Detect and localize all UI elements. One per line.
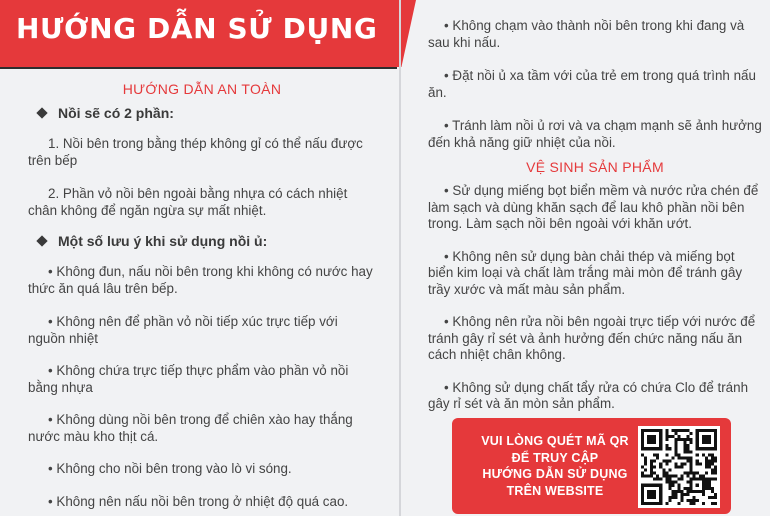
note-item: • Không nên để phần vỏ nồi tiếp xúc trực tiếp với nguồn nhiệt	[28, 314, 338, 346]
right-column	[428, 18, 762, 413]
qr-line: ĐỂ TRUY CẬP	[511, 450, 599, 465]
qr-line: TRÊN WEBSITE	[506, 483, 604, 498]
qr-code-graphic	[641, 429, 717, 505]
safety-title: HƯỚNG DẪN AN TOÀN	[122, 81, 282, 97]
left-column	[28, 80, 376, 510]
note-item: • Không đun, nấu nồi bên trong khi không có nước hay thức ăn quá lâu trên bếp.	[28, 264, 373, 296]
fold-divider	[399, 0, 401, 516]
note-item: • Không cho nồi bên trong vào lò vi sóng.	[48, 461, 292, 476]
parts-heading	[28, 104, 376, 122]
note-item: • Đặt nồi ủ xa tầm với của trẻ em trong quá trình nấu ăn.	[428, 68, 756, 100]
notes-heading-text: Một số lưu ý khi sử dụng nồi ủ:	[58, 233, 268, 249]
cleaning-item: • Không nên sử dụng bàn chải thép và miếng bọt biển kim loại và chất làm trắng mài mòn để tránh gây trầy xước và mất màu sản phẩm.	[428, 248, 743, 297]
qr-banner	[452, 418, 731, 514]
note-item: • Không nên nấu nồi bên trong ở nhiệt độ quá cao.	[48, 493, 349, 509]
page-title: HƯỚNG DẪN SỬ DỤNG	[16, 12, 378, 45]
note-item: • Không chạm vào thành nồi bên trong khi đang và sau khi nấu.	[428, 18, 745, 50]
parts-heading-text: Nồi sẽ có 2 phần:	[58, 105, 174, 121]
note-item: • Không dùng nồi bên trong để chiên xào hay thắng nước màu kho thịt cá.	[28, 412, 353, 444]
qr-code-icon[interactable]	[638, 426, 720, 508]
cleaning-item: • Sử dụng miếng bọt biển mềm và nước rửa chén để làm sạch và dùng khăn sạch để lau khô phần nồi bên trong. Làm sạch nồi bên ngoài với khăn ướt.	[428, 183, 759, 231]
diamond-bullet-icon	[36, 107, 47, 118]
cleaning-title: VỆ SINH SẢN PHẨM	[526, 159, 664, 175]
parts-item: 1. Nồi bên trong bằng thép không gỉ có thể nấu được trên bếp	[28, 136, 363, 168]
cleaning-item: • Không sử dụng chất tẩy rửa có chứa Clo để tránh gây rỉ sét và ăn mòn sản phẩm.	[428, 379, 749, 411]
diamond-bullet-icon	[36, 235, 47, 246]
notes-heading	[28, 232, 376, 250]
qr-instruction	[458, 433, 652, 499]
qr-line: HƯỚNG DẪN SỬ DỤNG	[482, 467, 628, 481]
cleaning-item: • Không nên rửa nồi bên ngoài trực tiếp với nước để tránh gây rỉ sét và ảnh hưởng đến chức năng nấu ăn cách nhiệt chân không.	[428, 314, 756, 362]
parts-item: 2. Phần vỏ nồi bên ngoài bằng nhựa có cách nhiệt chân không để ngăn ngừa sự mất nhiệt.	[28, 186, 348, 218]
header-underline	[0, 67, 397, 69]
note-item: • Không chứa trực tiếp thực phẩm vào phần vỏ nồi bằng nhựa	[28, 363, 349, 395]
qr-line: VUI LÒNG QUÉT MÃ QR	[481, 434, 629, 448]
note-item: • Tránh làm nồi ủ rơi và va chạm mạnh sẽ ảnh hưởng đến khả năng giữ nhiệt của nồi.	[428, 118, 762, 150]
